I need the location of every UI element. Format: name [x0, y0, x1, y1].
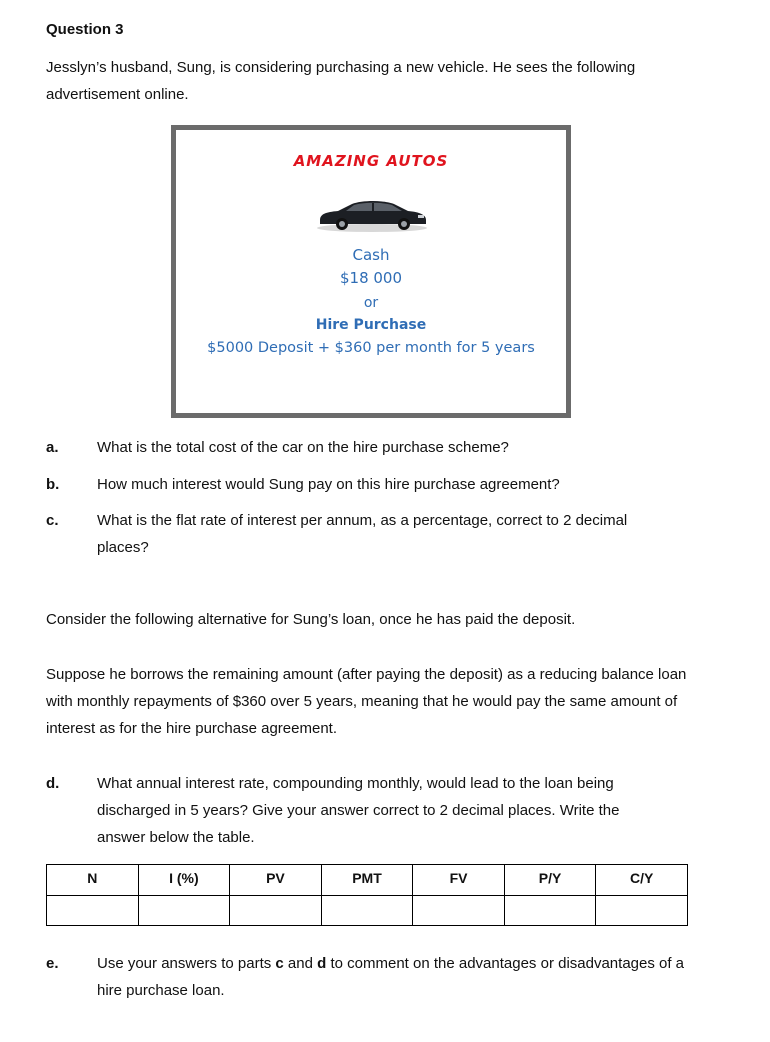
header-fv: FV: [413, 865, 505, 896]
answer-cell-i[interactable]: [138, 896, 230, 926]
answer-cell-pmt[interactable]: [321, 896, 413, 926]
question-heading: Question 3: [46, 21, 124, 38]
header-py: P/Y: [504, 865, 596, 896]
question-e-text-pre: Use your answers to parts: [97, 955, 276, 972]
answer-cell-py[interactable]: [504, 896, 596, 926]
question-e-label: e.: [46, 955, 59, 972]
answer-cell-n[interactable]: [47, 896, 139, 926]
question-e-ref-d: d: [317, 955, 327, 972]
question-d-text: What annual interest rate, compounding monthly, would lead to the loan being discharged in 5 years? Give your answer correct to 2 decimal places. Write the answer below the table.: [97, 775, 620, 846]
hire-purchase-label: Hire Purchase: [315, 317, 427, 333]
question-e-ref-c: c: [275, 955, 284, 972]
suppose-paragraph: Suppose he borrows the remaining amount (after paying the deposit) as a reducing balance loan with monthly repayments of $360 over 5 years, meaning that he would pay the same amount of interest as for the hire purchase agreement.: [46, 666, 687, 737]
answer-cell-fv[interactable]: [413, 896, 505, 926]
question-e-text: [97, 950, 697, 1004]
advertisement-box: [171, 125, 571, 418]
question-e-text-post: to comment on the advantages or disadvantages of a hire purchase loan.: [97, 955, 685, 999]
ad-title: AMAZING AUTOS: [293, 152, 449, 170]
header-pv: PV: [230, 865, 322, 896]
header-i: I (%): [138, 865, 230, 896]
cash-label: Cash: [352, 246, 390, 264]
question-b-text: How much interest would Sung pay on this hire purchase agreement?: [97, 476, 560, 493]
question-d-label: d.: [46, 775, 60, 792]
or-label: or: [363, 295, 379, 311]
hire-purchase-terms: $5000 Deposit + $360 per month for 5 years: [207, 340, 535, 356]
header-cy: C/Y: [596, 865, 688, 896]
question-a-text: What is the total cost of the car on the hire purchase scheme?: [97, 439, 509, 456]
cash-price: $18 000: [339, 269, 403, 287]
car-icon: [314, 194, 429, 234]
table-answer-row: [47, 896, 688, 926]
answer-cell-pv[interactable]: [230, 896, 322, 926]
question-c-text: What is the flat rate of interest per annum, as a percentage, correct to 2 decimal places?: [97, 512, 628, 556]
question-a-label: a.: [46, 439, 59, 456]
question-b-label: b.: [46, 476, 60, 493]
answer-cell-cy[interactable]: [596, 896, 688, 926]
question-c-label: c.: [46, 512, 59, 529]
question-e-text-mid: and: [283, 955, 318, 972]
header-pmt: PMT: [321, 865, 413, 896]
tvm-solver-table: [46, 864, 688, 926]
header-n: N: [47, 865, 139, 896]
table-header-row: [47, 865, 688, 896]
intro-paragraph: Jesslyn’s husband, Sung, is considering purchasing a new vehicle. He sees the following advertisement online.: [46, 59, 636, 103]
consider-paragraph: Consider the following alternative for Sung’s loan, once he has paid the deposit.: [46, 611, 576, 628]
